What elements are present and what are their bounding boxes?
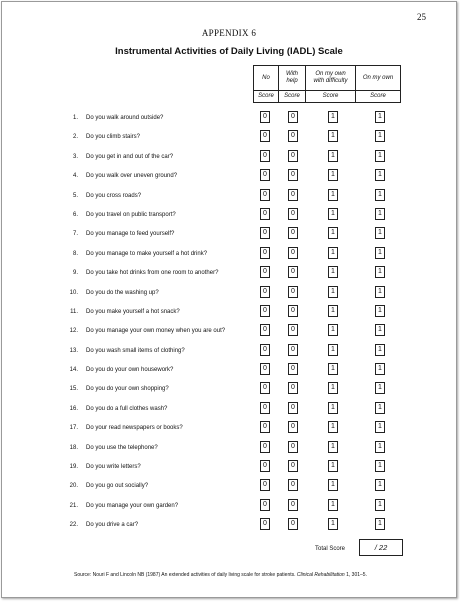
question-row — [2, 110, 456, 129]
question-text: Do you wash small items of clothing? — [86, 347, 185, 354]
score-box-on-my-own[interactable]: 1 — [375, 363, 385, 375]
score-box-on-my-own[interactable]: 1 — [375, 169, 385, 181]
score-box-no[interactable]: 0 — [260, 208, 270, 220]
question-number: 1. — [72, 115, 78, 121]
question-row — [2, 440, 456, 459]
journal-name: Clinical Rehabilitation — [296, 572, 345, 578]
question-number: 3. — [72, 153, 78, 160]
question-row — [2, 323, 456, 342]
question-row — [2, 168, 456, 187]
score-box-with-difficulty[interactable]: 1 — [328, 402, 338, 414]
score-box-with-difficulty[interactable]: 1 — [328, 189, 338, 201]
question-text: Do you make yourself a hot snack? — [86, 308, 180, 315]
column-label-with-difficulty: On my own with difficulty — [306, 66, 356, 91]
column-score-label: Score — [356, 91, 401, 103]
score-box-no[interactable]: 0 — [260, 499, 270, 511]
score-box-with-difficulty[interactable]: 1 — [328, 227, 338, 239]
question-row — [2, 304, 456, 323]
question-text: Do you manage your own garden? — [86, 502, 179, 509]
score-box-with-help[interactable]: 0 — [288, 286, 298, 298]
score-box-no[interactable]: 0 — [260, 382, 270, 394]
score-box-with-help[interactable]: 0 — [288, 421, 298, 433]
question-number: 9. — [72, 270, 78, 277]
column-score-label: Score — [306, 91, 356, 103]
score-box-with-difficulty[interactable]: 1 — [328, 479, 338, 491]
score-box-no[interactable]: 0 — [260, 247, 270, 259]
score-box-with-help[interactable]: 0 — [288, 499, 298, 511]
score-box-with-difficulty[interactable]: 1 — [328, 208, 338, 220]
question-row — [2, 149, 456, 168]
question-text: Do you walk around outside? — [86, 115, 164, 121]
score-box-with-help[interactable]: 0 — [288, 402, 298, 414]
score-box-no[interactable]: 0 — [260, 150, 270, 162]
score-box-on-my-own[interactable]: 1 — [375, 324, 385, 336]
question-row — [2, 188, 456, 207]
question-text: Do you manage your own money when you are out? — [86, 328, 226, 335]
question-number: 7. — [72, 231, 78, 238]
score-box-on-my-own[interactable]: 1 — [375, 421, 385, 433]
score-box-no[interactable]: 0 — [260, 111, 270, 123]
score-box-on-my-own[interactable]: 1 — [375, 189, 385, 201]
score-box-no[interactable]: 0 — [260, 363, 270, 375]
question-number: 20. — [69, 483, 78, 490]
score-box-no[interactable]: 0 — [260, 421, 270, 433]
question-text: Do you cross roads? — [86, 192, 142, 199]
question-row — [2, 401, 456, 420]
score-box-no[interactable]: 0 — [260, 479, 270, 491]
score-box-with-difficulty[interactable]: 1 — [328, 421, 338, 433]
score-box-on-my-own[interactable]: 1 — [375, 499, 385, 511]
question-number: 5. — [72, 192, 78, 199]
question-text: Do you do your own housework? — [86, 367, 174, 374]
score-column-header — [253, 65, 401, 103]
question-number: 16. — [69, 405, 78, 412]
score-box-with-difficulty[interactable]: 1 — [328, 460, 338, 472]
score-box-with-help[interactable]: 0 — [288, 189, 298, 201]
question-row — [2, 265, 456, 284]
question-text: Do your read newspapers or books? — [86, 425, 183, 432]
question-row — [2, 343, 456, 362]
question-list — [2, 110, 456, 537]
score-box-on-my-own[interactable]: 1 — [375, 344, 385, 356]
score-box-on-my-own[interactable]: 1 — [375, 441, 385, 453]
question-text: Do you get in and out of the car? — [86, 153, 174, 160]
scale-title: Instrumental Activities of Daily Living (IADL) Scale — [115, 46, 343, 57]
score-box-with-difficulty[interactable]: 1 — [328, 363, 338, 375]
score-box-with-difficulty[interactable]: 1 — [328, 111, 338, 123]
score-box-with-difficulty[interactable]: 1 — [328, 150, 338, 162]
score-box-with-difficulty[interactable]: 1 — [328, 266, 338, 278]
question-row — [2, 362, 456, 381]
question-text: Do you go out socially? — [86, 483, 149, 490]
question-number: 15. — [69, 386, 78, 393]
score-box-with-help[interactable]: 0 — [288, 247, 298, 259]
score-box-with-difficulty[interactable]: 1 — [328, 130, 338, 142]
score-box-with-help[interactable]: 0 — [288, 150, 298, 162]
question-number: 22. — [69, 522, 78, 529]
score-box-with-difficulty[interactable]: 1 — [328, 286, 338, 298]
score-box-no[interactable]: 0 — [260, 441, 270, 453]
question-number: 10. — [69, 289, 78, 296]
question-number: 4. — [72, 173, 78, 180]
question-text: Do you climb stairs? — [86, 134, 141, 141]
question-text: Do you walk over uneven ground? — [86, 173, 178, 180]
score-box-with-difficulty[interactable]: 1 — [328, 169, 338, 181]
score-box-on-my-own[interactable]: 1 — [375, 286, 385, 298]
document-page — [1, 1, 457, 598]
score-box-with-difficulty[interactable]: 1 — [328, 382, 338, 394]
question-number: 14. — [69, 367, 78, 374]
source-citation: Source: Nouri F and Lincoln NB (1987) An extended activities of daily living scale for stroke patients. Clinical Rehabilitation 1, 301–5. — [74, 572, 367, 578]
score-box-with-help[interactable]: 0 — [288, 344, 298, 356]
question-row — [2, 129, 456, 148]
score-box-with-help[interactable]: 0 — [288, 111, 298, 123]
score-box-with-difficulty[interactable]: 1 — [328, 344, 338, 356]
score-box-with-help[interactable]: 0 — [288, 266, 298, 278]
question-text: Do you do the washing up? — [86, 289, 159, 296]
question-number: 21. — [69, 502, 78, 509]
score-box-with-help[interactable]: 0 — [288, 460, 298, 472]
question-row — [2, 517, 456, 536]
column-label-on-my-own: On my own — [356, 66, 401, 91]
score-box-with-help[interactable]: 0 — [288, 227, 298, 239]
total-score-box[interactable]: / 22 — [359, 539, 403, 556]
score-box-on-my-own[interactable]: 1 — [375, 208, 385, 220]
question-row — [2, 285, 456, 304]
question-number: 8. — [72, 250, 78, 257]
score-box-no[interactable]: 0 — [260, 266, 270, 278]
question-text: Do you manage to make yourself a hot drink? — [86, 250, 208, 257]
score-box-with-help[interactable]: 0 — [288, 130, 298, 142]
score-box-no[interactable]: 0 — [260, 344, 270, 356]
score-box-no[interactable]: 0 — [260, 518, 270, 530]
question-number: 13. — [69, 347, 78, 354]
score-box-no[interactable]: 0 — [260, 402, 270, 414]
score-box-with-help[interactable]: 0 — [288, 208, 298, 220]
score-box-with-difficulty[interactable]: 1 — [328, 518, 338, 530]
question-row — [2, 207, 456, 226]
score-box-with-difficulty[interactable]: 1 — [328, 499, 338, 511]
score-box-on-my-own[interactable]: 1 — [375, 402, 385, 414]
score-box-with-help[interactable]: 0 — [288, 324, 298, 336]
score-box-on-my-own[interactable]: 1 — [375, 130, 385, 142]
score-box-with-help[interactable]: 0 — [288, 479, 298, 491]
score-box-on-my-own[interactable]: 1 — [375, 305, 385, 317]
question-text: Do you travel on public transport? — [86, 211, 176, 218]
question-number: 2. — [72, 134, 78, 141]
score-box-on-my-own[interactable]: 1 — [375, 266, 385, 278]
score-box-no[interactable]: 0 — [260, 460, 270, 472]
score-box-no[interactable]: 0 — [260, 227, 270, 239]
question-row — [2, 246, 456, 265]
question-text: Do you drive a car? — [86, 522, 139, 529]
score-box-with-help[interactable]: 0 — [288, 441, 298, 453]
question-number: 12. — [69, 328, 78, 335]
question-row — [2, 459, 456, 478]
score-box-on-my-own[interactable]: 1 — [375, 460, 385, 472]
score-box-on-my-own[interactable]: 1 — [375, 227, 385, 239]
column-score-label: Score — [279, 91, 306, 103]
score-box-on-my-own[interactable]: 1 — [375, 111, 385, 123]
question-text: Do you use the telephone? — [86, 444, 158, 451]
score-box-on-my-own[interactable]: 1 — [375, 247, 385, 259]
total-score-label: Total Score — [315, 546, 346, 552]
score-box-with-difficulty[interactable]: 1 — [328, 305, 338, 317]
score-box-on-my-own[interactable]: 1 — [375, 382, 385, 394]
score-box-with-difficulty[interactable]: 1 — [328, 441, 338, 453]
appendix-heading: APPENDIX 6 — [201, 28, 257, 38]
question-row — [2, 226, 456, 245]
question-row — [2, 420, 456, 439]
question-text: Do you manage to feed yourself? — [86, 231, 175, 238]
score-box-no[interactable]: 0 — [260, 130, 270, 142]
question-number: 19. — [69, 464, 78, 471]
question-row — [2, 498, 456, 517]
question-number: 11. — [70, 308, 78, 315]
page-number: 25 — [417, 12, 426, 22]
score-box-with-help[interactable]: 0 — [288, 518, 298, 530]
score-box-on-my-own[interactable]: 1 — [375, 518, 385, 530]
question-row — [2, 478, 456, 497]
score-box-no[interactable]: 0 — [260, 286, 270, 298]
question-row — [2, 381, 456, 400]
score-box-on-my-own[interactable]: 1 — [375, 479, 385, 491]
question-text: Do you do a full clothes wash? — [86, 405, 168, 412]
question-text: Do you write letters? — [86, 464, 141, 471]
question-text: Do you take hot drinks from one room to another? — [86, 270, 219, 277]
score-box-with-help[interactable]: 0 — [288, 363, 298, 375]
score-box-with-help[interactable]: 0 — [288, 382, 298, 394]
score-box-with-help[interactable]: 0 — [288, 169, 298, 181]
score-box-with-difficulty[interactable]: 1 — [328, 247, 338, 259]
score-box-no[interactable]: 0 — [260, 189, 270, 201]
question-number: 18. — [69, 444, 78, 451]
column-score-label: Score — [254, 91, 279, 103]
score-box-no[interactable]: 0 — [260, 305, 270, 317]
score-box-no[interactable]: 0 — [260, 169, 270, 181]
score-box-with-difficulty[interactable]: 1 — [328, 324, 338, 336]
question-number: 6. — [72, 211, 78, 218]
column-label-no: No — [254, 66, 279, 91]
score-box-no[interactable]: 0 — [260, 324, 270, 336]
column-label-with-help: With help — [279, 66, 306, 91]
question-number: 17. — [69, 425, 78, 432]
score-box-with-help[interactable]: 0 — [288, 305, 298, 317]
score-box-on-my-own[interactable]: 1 — [375, 150, 385, 162]
question-text: Do you do your own shopping? — [86, 386, 169, 393]
